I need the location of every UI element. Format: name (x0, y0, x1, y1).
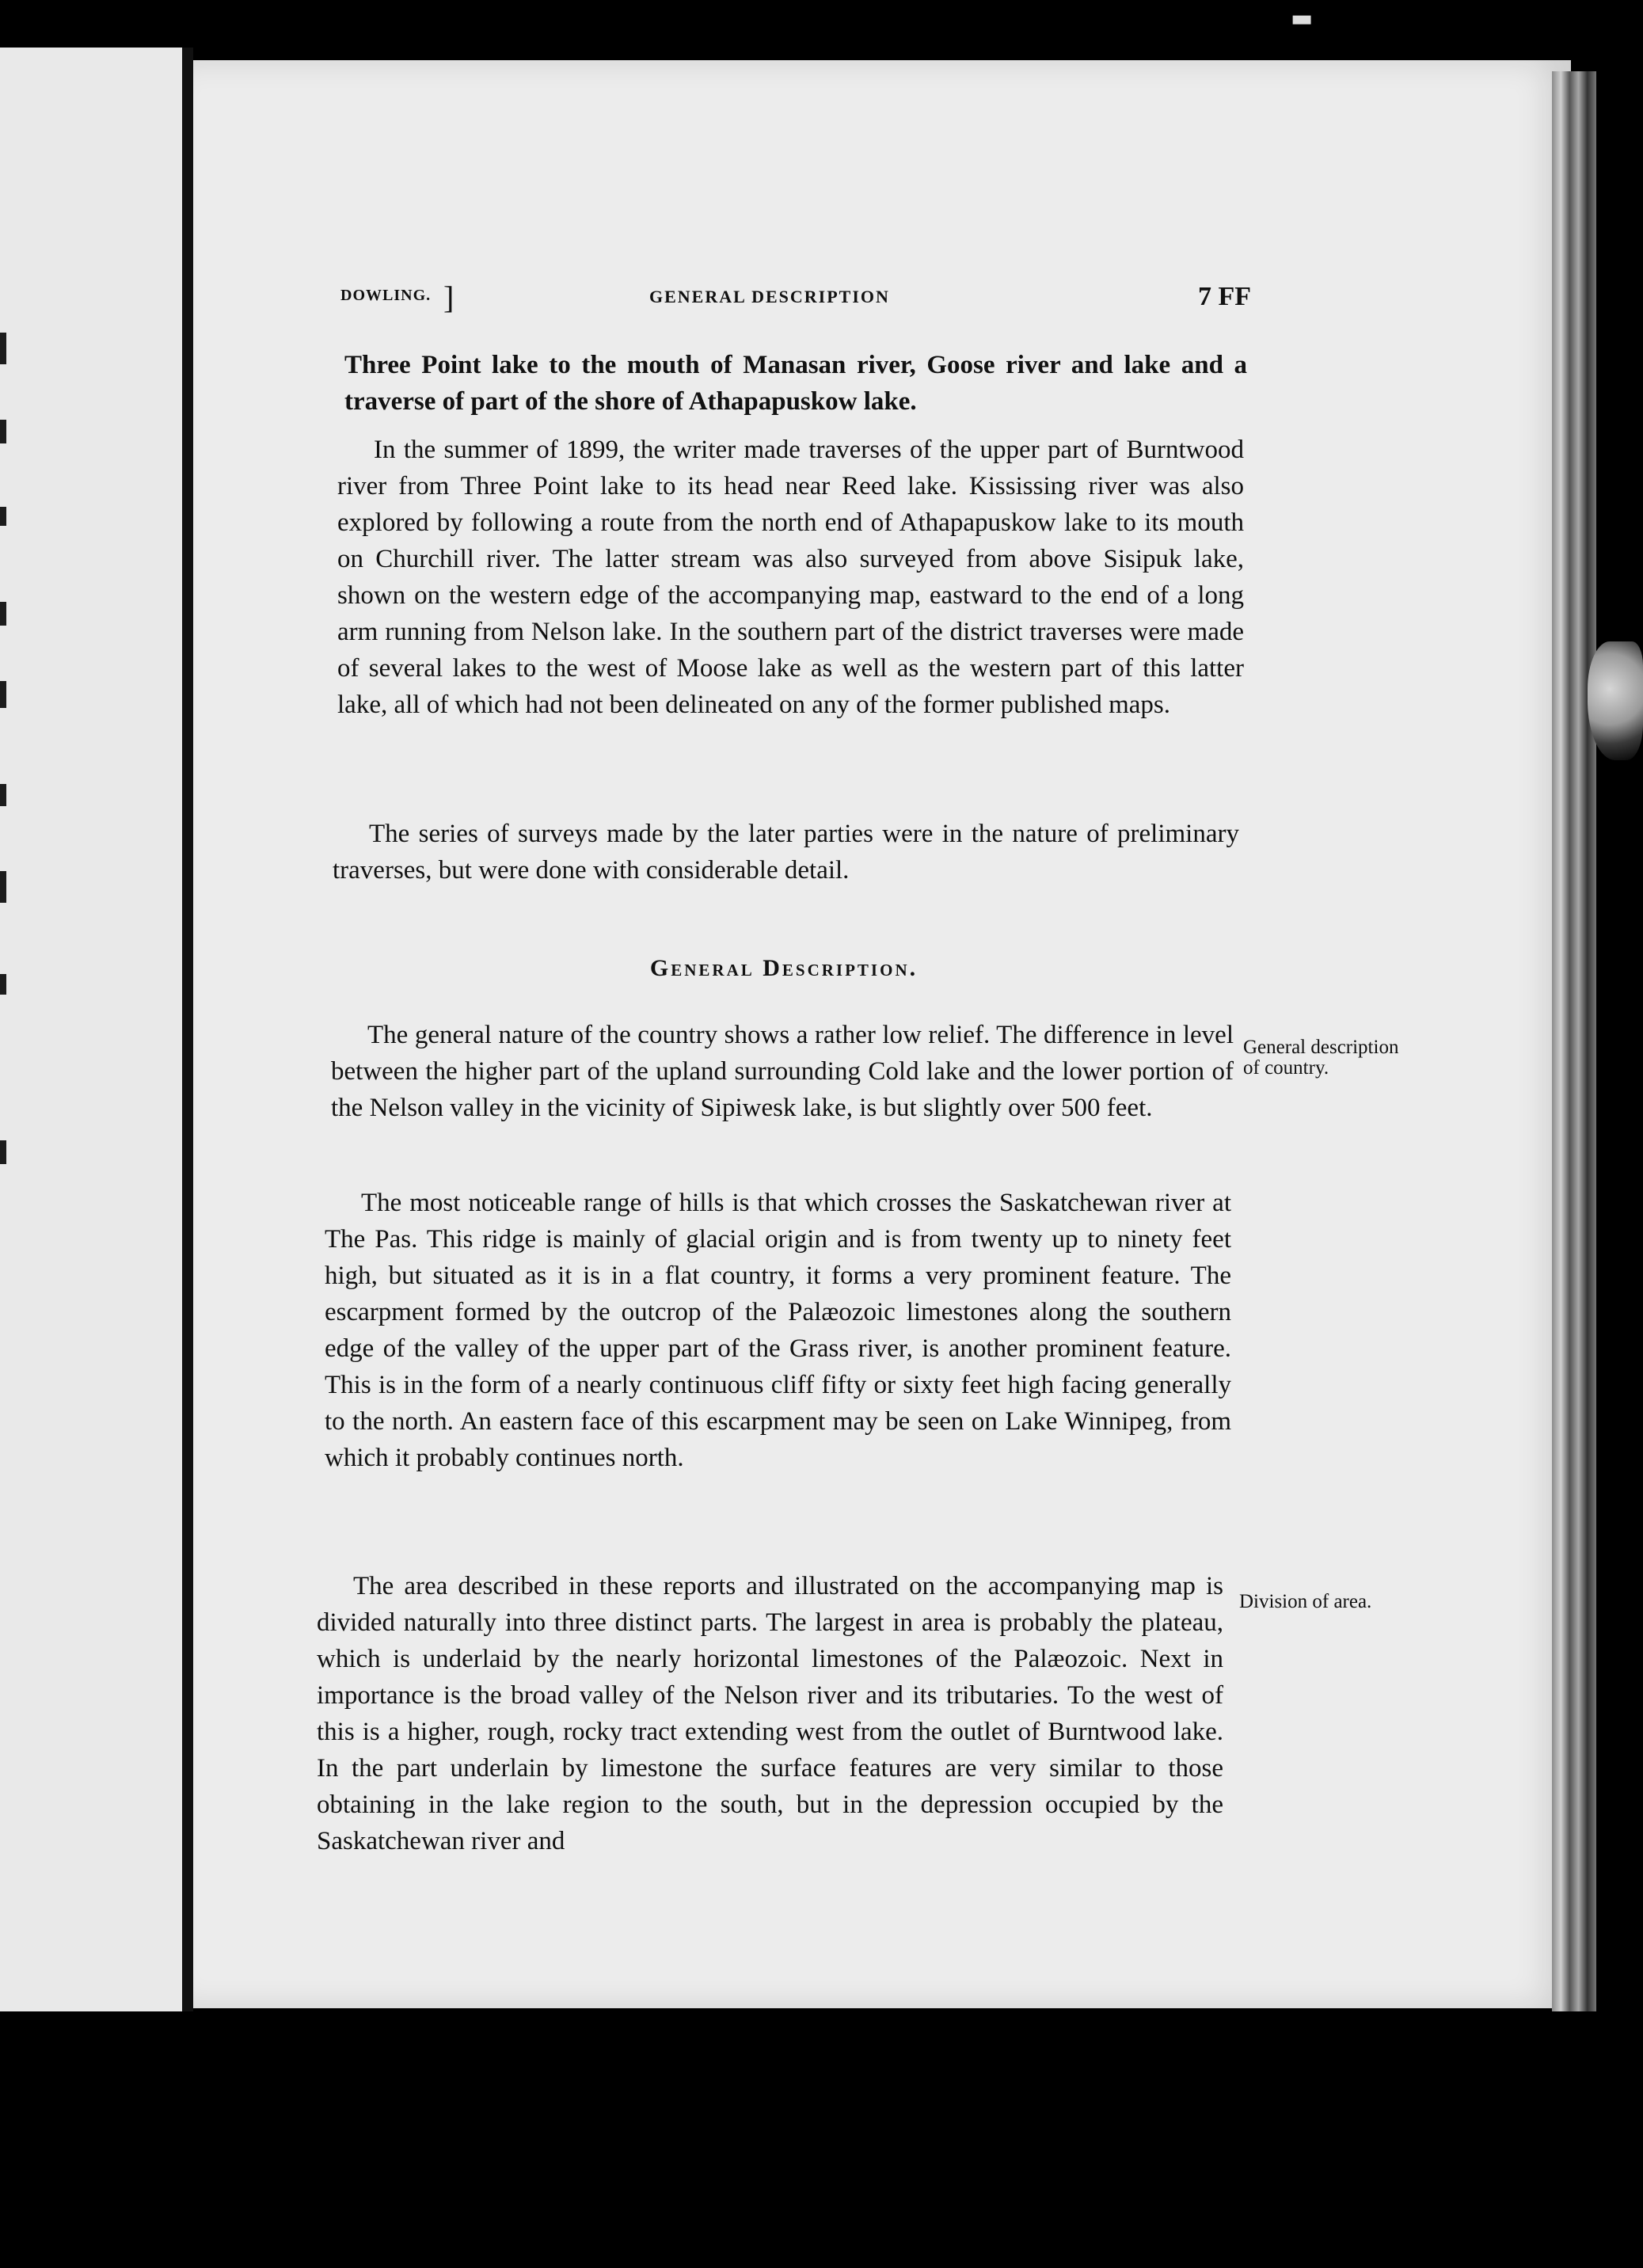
running-head-section: GENERAL DESCRIPTION (649, 287, 890, 306)
paragraph-4: The general nature of the country shows a rather low relief. The difference in level between the higher part of the upland surrounding Cold lake and the lower portion of the Nelson valley in the vicinity of Sipiwesk lake, is but slightly over 500 feet. (331, 1021, 1234, 1122)
paragraph-5: The most noticeable range of hills is that which crosses the Saskatchewan river at The Pas. This ridge is mainly of glacial origin and is from twenty up to ninety feet high, but situated as it is in a flat country, it forms a very prominent feature. The escarpment formed by the outcrop of the Palæozoic limestones along the southern edge of the valley of the upper part of the Grass river, is another prominent feature. This is in the form of a nearly continuous cliff fifty or sixty feet high facing generally to the north. An eastern face of this escarpment may be seen on Lake Winnipeg, from which it probably continues north. (325, 1189, 1231, 1472)
sidenote-general-description: General description of country. (1243, 1037, 1399, 1079)
paragraph-1: Three Point lake to the mouth of Manasan river, Goose river and lake and a traverse of part of the shore of Athapapuskow lake. (344, 351, 1247, 416)
scan-mark: ▬ (1291, 5, 1314, 32)
running-head-bracket: ] (443, 280, 454, 315)
paragraph-3: The series of surveys made by the later parties were in the nature of preliminary traverses, but were done with considerable detail. (333, 820, 1239, 885)
sidenote-division-of-area: Division of area. (1239, 1591, 1372, 1612)
page-edge-stack (1552, 71, 1596, 2011)
section-heading: General Description. (649, 955, 918, 981)
paragraph-6: The area described in these reports and illustrated on the accompanying map is divided naturally into three distinct parts. The largest in area is probably the plateau, which is underlaid by the nearly horizontal limestones of the Palæozoic. Next in importance is the broad valley of the Nelson river and its tributaries. To the west of this is a higher, rough, rocky tract extending west from the outlet of Burntwood lake. In the part underlain by limestone the surface features are very similar to those obtaining in the lake region to the south, but in the depression occupied by the Saskatchewan river and (317, 1572, 1223, 1855)
page-number: 7 FF (1197, 282, 1251, 311)
facing-page-fragment (0, 48, 190, 2011)
running-head-author: DOWLING. (340, 287, 432, 304)
paragraph-2: In the summer of 1899, the writer made traverses of the upper part of Burntwood river from Three Point lake to its head near Reed lake. Kississing river was also explored by following a route from the north end of Athapapuskow lake to its mouth on Churchill river. The latter stream was also surveyed from above Sisipuk lake, shown on the western edge of the accompanying map, eastward to the end of a long arm running from Nelson lake. In the southern part of the district traverses were made of several lakes to the west of Moose lake as well as the western part of this latter lake, all of which had not been delineated on any of the former published maps. (337, 436, 1244, 719)
scan-blotch (1588, 641, 1643, 760)
running-head (340, 279, 1251, 318)
binding-gutter (182, 48, 193, 2011)
